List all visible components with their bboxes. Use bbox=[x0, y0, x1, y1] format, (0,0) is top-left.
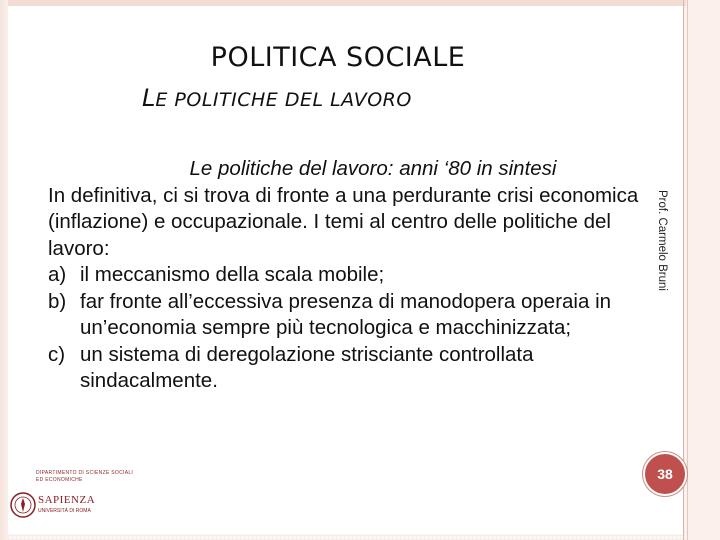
list-marker: c) bbox=[48, 342, 66, 366]
list-item-text: far fronte all’eccessiva presenza di manodopera operaia in un’economia sempre più tecnologica e macchinizzata; bbox=[80, 289, 612, 339]
topics-list bbox=[48, 262, 648, 395]
slide-content-panel bbox=[8, 6, 683, 534]
body-heading: Le politiche del lavoro: anni ‘80 in sintesi bbox=[189, 157, 557, 180]
left-border bbox=[0, 0, 8, 540]
right-divider-line-inner bbox=[687, 0, 688, 540]
author-side-label: Prof. Carmelo Bruni bbox=[656, 190, 668, 291]
list-marker: b) bbox=[48, 289, 67, 313]
list-item bbox=[48, 342, 648, 395]
list-item bbox=[48, 289, 648, 342]
department-line-1: DIPARTIMENTO DI SCIENZE SOCIALI bbox=[36, 470, 134, 476]
subtitle-initial: L bbox=[142, 84, 156, 112]
list-item bbox=[48, 262, 648, 289]
slide-body bbox=[48, 156, 648, 395]
body-intro: In definitiva, ci si trova di fronte a una perdurante crisi economica (inflazione) e occupazionale. I temi al centro delle politiche del lavoro: bbox=[48, 183, 639, 260]
list-item-text: il meccanismo della scala mobile; bbox=[80, 263, 385, 286]
department-name bbox=[36, 470, 133, 484]
page-number-badge: 38 bbox=[643, 452, 687, 496]
university-name: SAPIENZA bbox=[38, 494, 96, 506]
department-line-2: ED ECONOMICHE bbox=[36, 477, 83, 483]
right-border bbox=[686, 0, 720, 540]
slide-subtitle bbox=[142, 84, 412, 112]
university-seal-icon bbox=[10, 492, 36, 518]
subtitle-rest: E POLITICHE DEL LAVORO bbox=[155, 89, 412, 111]
list-item-text: un sistema di deregolazione strisciante controllata sindacalmente. bbox=[80, 342, 534, 392]
list-marker: a) bbox=[48, 263, 67, 286]
right-divider-line bbox=[683, 0, 684, 540]
university-logo bbox=[10, 466, 150, 526]
university-subtitle: UNIVERSITÀ DI ROMA bbox=[38, 508, 91, 514]
slide-title: POLITICA SOCIALE bbox=[210, 42, 466, 73]
